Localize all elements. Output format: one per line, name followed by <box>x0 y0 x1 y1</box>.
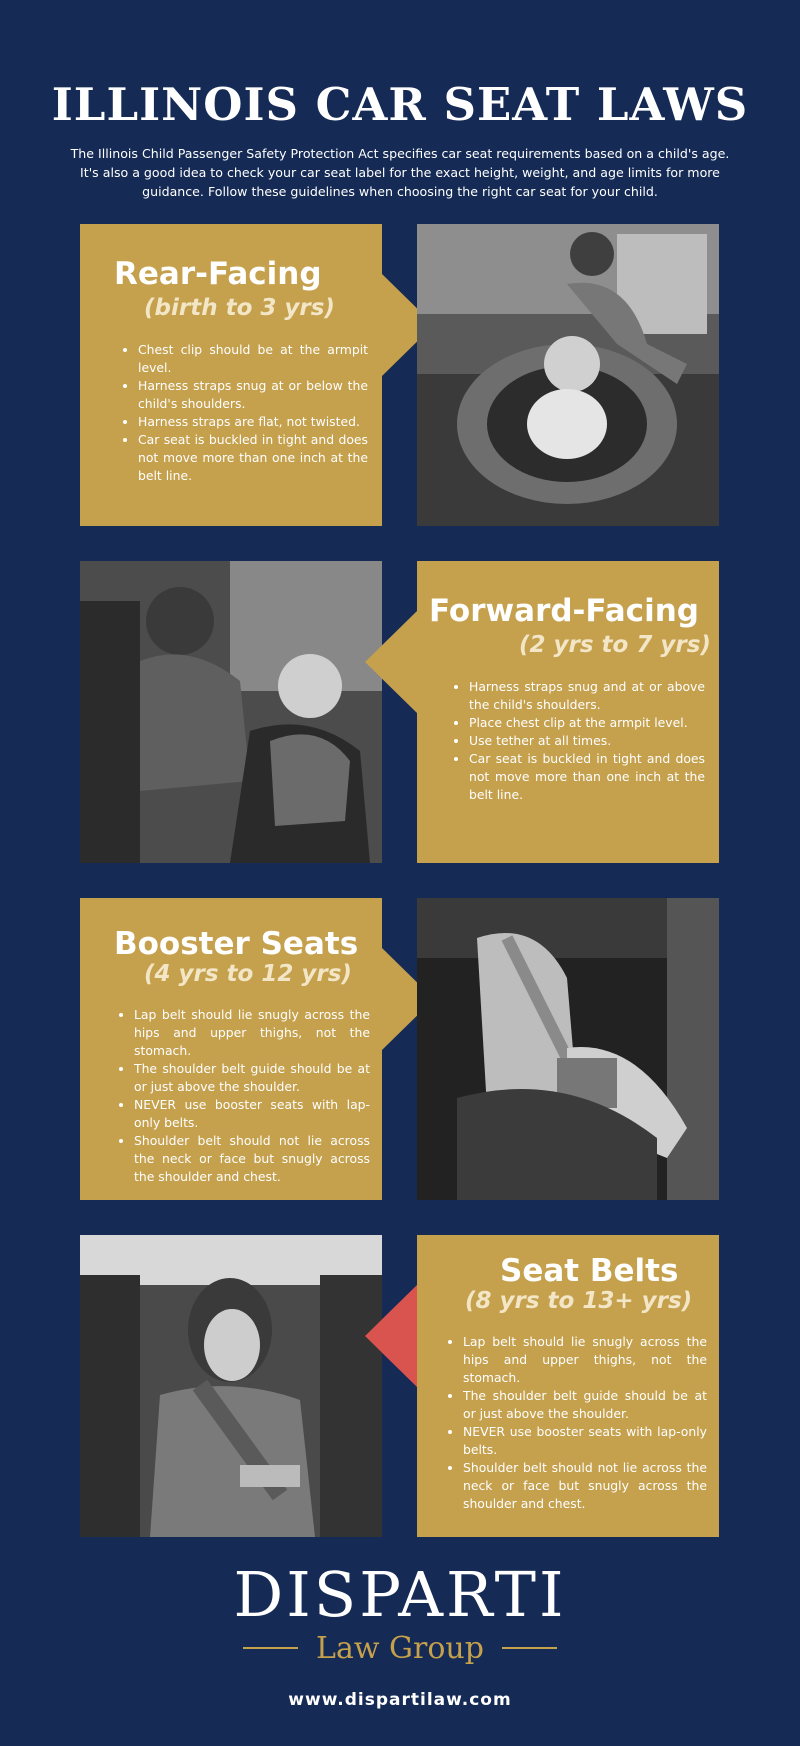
website-link[interactable]: www.dispartilaw.com <box>288 1690 512 1710</box>
guideline-item: • Shoulder belt should not lie across the neck or face but snugly across the shoulder and chest. <box>463 1459 707 1513</box>
guideline-item: • NEVER use booster seats with lap-only belts. <box>463 1423 707 1459</box>
guideline-item: • Shoulder belt should not lie across the neck or face but snugly across the shoulder and chest. <box>134 1132 370 1186</box>
divider <box>502 1647 557 1649</box>
brand-subtitle <box>0 1628 800 1668</box>
forward-facing-card <box>417 561 719 863</box>
intro-paragraph: The Illinois Child Passenger Safety Protection Act specifies car seat requirements based on a child's age. It's also a good idea to check your car seat label for the exact height, weight, and age limits for more guidance. Follow these guidelines when choosing the right car seat for your child. <box>70 146 730 199</box>
guideline-item: • The shoulder belt guide should be at or just above the shoulder. <box>134 1060 370 1096</box>
guideline-item: • Car seat is buckled in tight and does not move more than one inch at the belt line. <box>138 431 368 485</box>
guideline-list <box>445 1333 707 1513</box>
guideline-list <box>451 678 705 804</box>
seat-belt-photo <box>80 1235 382 1537</box>
section-age-range: (8 yrs to 13+ yrs) <box>465 1288 693 1314</box>
pointer-arrow <box>365 611 417 713</box>
guideline-item: • Harness straps are flat, not twisted. <box>138 413 368 431</box>
section-title: Rear-Facing <box>114 256 322 292</box>
guideline-item: • The shoulder belt guide should be at or just above the shoulder. <box>463 1387 707 1423</box>
brand-logo: DISPARTI <box>233 1558 567 1631</box>
guideline-item: • NEVER use booster seats with lap-only belts. <box>134 1096 370 1132</box>
rear-facing-photo <box>417 224 719 526</box>
section-age-range: (2 yrs to 7 yrs) <box>519 632 711 658</box>
booster-seat-photo <box>417 898 719 1200</box>
guideline-item: • Place chest clip at the armpit level. <box>469 714 705 732</box>
guideline-item: • Harness straps snug at or below the child's shoulders. <box>138 377 368 413</box>
brand-subtitle-text: Law Group <box>316 1630 484 1666</box>
guideline-item: • Harness straps snug and at or above the child's shoulders. <box>469 678 705 714</box>
page-title: ILLINOIS CAR SEAT LAWS <box>51 78 749 131</box>
pointer-arrow <box>365 1285 417 1387</box>
section-age-range: (birth to 3 yrs) <box>144 295 335 321</box>
seat-belts-card <box>417 1235 719 1537</box>
section-age-range: (4 yrs to 12 yrs) <box>144 961 352 987</box>
guideline-item: • Use tether at all times. <box>469 732 705 750</box>
guideline-item: • Chest clip should be at the armpit level. <box>138 341 368 377</box>
rear-facing-card <box>80 224 382 526</box>
forward-facing-photo <box>80 561 382 863</box>
divider <box>243 1647 298 1649</box>
booster-seats-card <box>80 898 382 1200</box>
guideline-list <box>116 1006 370 1186</box>
section-title: Forward-Facing <box>429 593 699 629</box>
guideline-item: • Lap belt should lie snugly across the hips and upper thighs, not the stomach. <box>463 1333 707 1387</box>
section-title: Seat Belts <box>500 1253 679 1289</box>
guideline-item: • Lap belt should lie snugly across the hips and upper thighs, not the stomach. <box>134 1006 370 1060</box>
guideline-list <box>120 341 368 485</box>
guideline-item: • Car seat is buckled in tight and does not move more than one inch at the belt line. <box>469 750 705 804</box>
section-title: Booster Seats <box>114 926 359 962</box>
